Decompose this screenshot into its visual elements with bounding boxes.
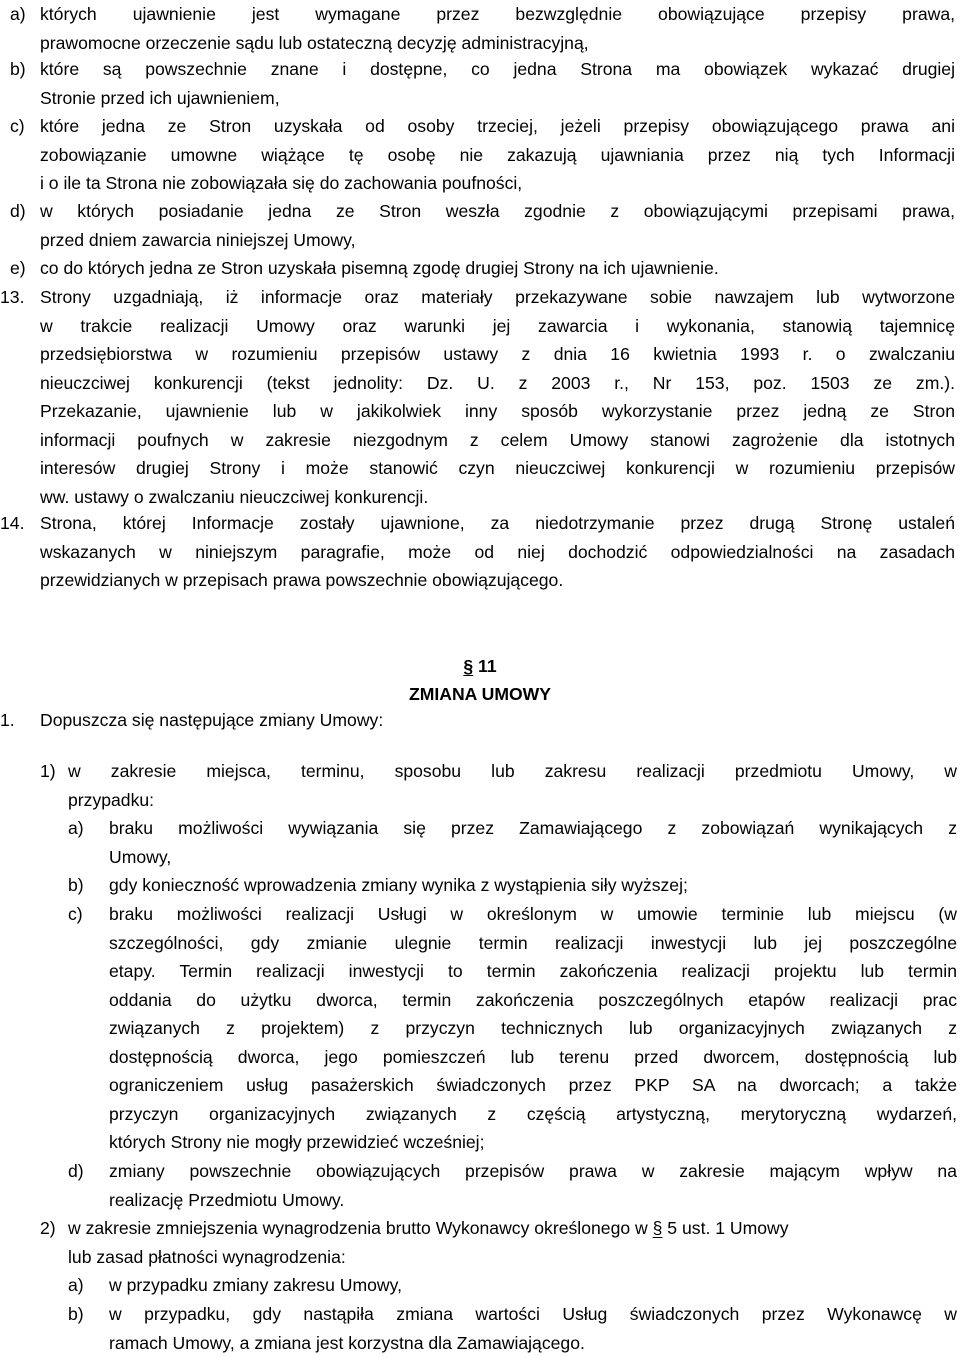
section-title: ZMIANA UMOWY [0, 680, 960, 708]
line: interesów drugiej Strony i może stanowić czyn nieuczciwej konkurencji w rozumieniu przepisów [40, 454, 955, 483]
line: prawomocne orzeczenie sądu lub ostateczną decyzję administracyjną, [40, 29, 955, 58]
point1-item-2 [40, 1214, 957, 1271]
point1-item1-sub-b [68, 871, 957, 900]
list-marker: b) [68, 871, 84, 900]
line: Strona, której Informacje zostały ujawnione, za niedotrzymanie przez drugą Stronę ustaleń [40, 509, 955, 538]
list-marker: a) [68, 1271, 84, 1300]
list-marker: a) [68, 814, 84, 843]
line: których Strony nie mogły przewidzieć wcześniej; [109, 1128, 957, 1157]
line: w trakcie realizacji Umowy oraz warunki jej zawarcia i wykonania, stanowią tajemnicę [40, 312, 955, 341]
line: Umowy, [109, 843, 957, 872]
line: co do których jedna ze Stron uzyskała pisemną zgodę drugiej Strony na ich ujawnienie. [40, 254, 955, 283]
line: które są powszechnie znane i dostępne, co jedna Strona ma obowiązek wykazać drugiej [40, 55, 955, 84]
line: ramach Umowy, a zmiana jest korzystna dla Zamawiającego. [109, 1329, 957, 1357]
line: nieuczciwej konkurencji (tekst jednolity: Dz. U. z 2003 r., Nr 153, poz. 1503 ze zm.). [40, 369, 955, 398]
paragraph-14 [0, 509, 955, 595]
line: zobowiązanie umowne wiążące tę osobę nie zakazują ujawniania przez nią tych Informacji [40, 141, 955, 170]
line: ograniczeniem usług pasażerskich świadczonych przez PKP SA na dworcach; a także [109, 1071, 957, 1100]
list-marker: c) [10, 112, 25, 141]
list-marker: b) [68, 1300, 84, 1329]
point1-item1-sub-a [68, 814, 957, 871]
list-marker: a) [10, 0, 26, 29]
line: ww. ustawy o zwalczaniu nieuczciwej konkurencji. [40, 483, 955, 512]
line: które jedna ze Stron uzyskała od osoby trzeciej, jeżeli przepisy obowiązującego prawa ani [40, 112, 955, 141]
para12-item-d [10, 197, 955, 254]
line: dostępnością dworca, jego pomieszczeń lub terenu przed dworcem, dostępnością lub [109, 1043, 957, 1072]
section-number [0, 652, 960, 680]
section-symbol: § [463, 656, 473, 676]
point-1 [0, 706, 955, 735]
line: szczególności, gdy zmianie ulegnie termin realizacji inwestycji lub jej poszczególne [109, 929, 957, 958]
list-marker: b) [10, 55, 26, 84]
para12-item-a [10, 0, 955, 57]
para12-item-b [10, 55, 955, 112]
line: przed dniem zawarcia niniejszej Umowy, [40, 226, 955, 255]
list-marker: c) [68, 900, 83, 929]
paragraph-13 [0, 283, 955, 511]
line: i o ile ta Strona nie zobowiązała się do zachowania poufności, [40, 169, 955, 198]
list-marker: d) [68, 1157, 84, 1186]
line: wskazanych w niniejszym paragrafie, może od niej dochodzić odpowiedzialności na zasadach [40, 538, 955, 567]
line: przewidzianych w przepisach prawa powszechnie obowiązującego. [40, 566, 955, 595]
line: w przypadku, gdy nastąpiła zmiana wartości Usług świadczonych przez Wykonawcę w [109, 1300, 957, 1329]
line: Strony uzgadniają, iż informacje oraz materiały przekazywane sobie nawzajem lub wytworzone [40, 283, 955, 312]
point1-item1-sub-d [68, 1157, 957, 1214]
point1-item2-sub-a [68, 1271, 957, 1300]
list-marker: d) [10, 197, 26, 226]
line: gdy konieczność wprowadzenia zmiany wynika z wystąpienia siły wyższej; [109, 871, 957, 900]
paragraph-number: 14. [0, 509, 24, 538]
line: w których posiadanie jedna ze Stron weszła zgodnie z obowiązującymi przepisami prawa, [40, 197, 955, 226]
line: Stronie przed ich ujawnieniem, [40, 84, 955, 113]
line: informacji poufnych w zakresie niezgodnym z celem Umowy stanowi zagrożenie dla istotnych [40, 426, 955, 455]
line: Przekazanie, ujawnienie lub w jakikolwiek inny sposób wykorzystanie przez jedną ze Stron [40, 397, 955, 426]
line-text: w zakresie zmniejszenia wynagrodzenia brutto Wykonawcy określonego w [68, 1218, 653, 1238]
line: przypadku: [68, 786, 957, 815]
section-number-value: 11 [478, 656, 497, 676]
line: przyczyn organizacyjnych związanych z częścią artystyczną, merytoryczną wydarzeń, [109, 1100, 957, 1129]
line: braku możliwości realizacji Usługi w określonym w umowie terminie lub miejscu (w [109, 900, 957, 929]
line: zmiany powszechnie obowiązujących przepisów prawa w zakresie mającym wpływ na [109, 1157, 957, 1186]
line: lub zasad płatności wynagrodzenia: [68, 1243, 957, 1272]
line [68, 1214, 957, 1243]
line: w przypadku zmiany zakresu Umowy, [109, 1271, 957, 1300]
paragraph-number: 13. [0, 283, 24, 312]
para12-item-e [10, 254, 955, 283]
line: etapy. Termin realizacji inwestycji to termin zakończenia realizacji projektu lub termin [109, 957, 957, 986]
line: przedsiębiorstwa w rozumieniu przepisów ustawy z dnia 16 kwietnia 1993 r. o zwalczaniu [40, 340, 955, 369]
list-marker: e) [10, 254, 26, 283]
point-number: 1. [0, 706, 15, 735]
line: których ujawnienie jest wymagane przez bezwzględnie obowiązujące przepisy prawa, [40, 0, 955, 29]
line-text: 5 ust. 1 Umowy [662, 1218, 788, 1238]
point-text: Dopuszcza się następujące zmiany Umowy: [40, 706, 955, 735]
point1-item2-sub-b [68, 1300, 957, 1357]
section-symbol: § [653, 1218, 663, 1238]
line: oddania do użytku dworca, termin zakończenia poszczególnych etapów realizacji prac [109, 986, 957, 1015]
point1-item1-sub-c [68, 900, 957, 1157]
point1-item-1 [40, 757, 957, 814]
line: związanych z projektem) z przyczyn technicznych lub organizacyjnych związanych z [109, 1014, 957, 1043]
para12-item-c [10, 112, 955, 198]
line: braku możliwości wywiązania się przez Zamawiającego z zobowiązań wynikających z [109, 814, 957, 843]
line: w zakresie miejsca, terminu, sposobu lub zakresu realizacji przedmiotu Umowy, w [68, 757, 957, 786]
list-marker: 1) [40, 757, 56, 786]
line: realizację Przedmiotu Umowy. [109, 1186, 957, 1215]
list-marker: 2) [40, 1214, 56, 1243]
